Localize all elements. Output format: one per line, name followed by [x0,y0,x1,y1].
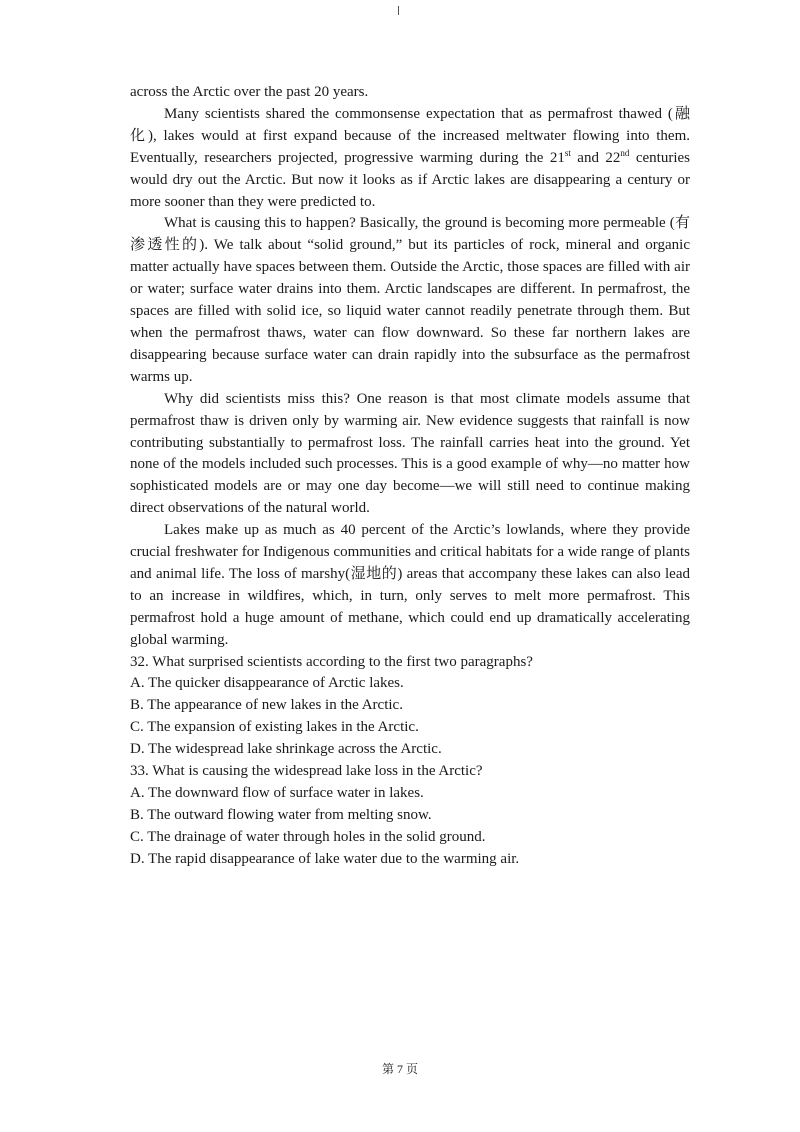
passage-paragraph-3: Why did scientists miss this? One reason is that most climate models assume that permafrost thaw is driven only by warming air. New evidence suggests that rainfall is now contributing substantially to permafrost loss. The rainfall carries heat into the ground. Yet none of the models included such processes. This is a good example of why—no matter how sophisticated models are or may one day become—we will still need to continue making direct observations of the natural world. [130,390,690,517]
ordinal-suffix-st: st [564,147,571,158]
question-32-option-b: B. The appearance of new lakes in the Arctic. [130,697,403,714]
passage-paragraph-1 [130,104,690,214]
question-32-stem: 32. What surprised scientists according to the first two paragraphs? [130,653,533,670]
question-32-option-c: C. The expansion of existing lakes in the Arctic. [130,719,419,736]
page-number: 第 7 页 [381,1062,418,1076]
paragraph-1-text-c: centuries would dry out the Arctic. But now it looks as if Arctic lakes are disappearing a century or more sooner than they were predicted to. [130,149,691,210]
paragraph-1-text-a: Many scientists shared the commonsense expectation that as permafrost thawed (融化), lakes would at first expand because of the increased meltwater flowing into them. Eventually, researchers projected, progressive warming during the 21 [130,105,690,166]
paragraph-1-text-b: and 22 [570,149,621,166]
question-32-option-a: A. The quicker disappearance of Arctic lakes. [130,675,404,692]
question-32-option-d: D. The widespread lake shrinkage across the Arctic. [130,741,442,758]
question-33-option-d: D. The rapid disappearance of lake water due to the warming air. [130,850,520,867]
question-33 [130,761,690,871]
question-32 [130,652,690,762]
passage-paragraph-2: What is causing this to happen? Basically, the ground is becoming more permeable (有渗透性的). We talk about “solid ground,” but its particles of rock, mineral and organic matter actually have spaces between them. Outside the Arctic, those spaces are filled with air or water; surface water drains into them. Arctic landscapes are different. In permafrost, the spaces are filled with solid ice, so liquid water cannot readily penetrate through them. But when the permafrost thaws, water can flow downward. So these far northern lakes are disappearing because surface water can drain rapidly into the subsurface as the permafrost warms up. [130,215,690,385]
question-33-stem: 33. What is causing the widespread lake loss in the Arctic? [130,763,483,780]
question-33-option-c: C. The drainage of water through holes in the solid ground. [130,828,486,845]
question-33-option-b: B. The outward flowing water from melting snow. [130,806,432,823]
document-body [130,82,690,871]
question-33-option-a: A. The downward flow of surface water in lakes. [130,785,424,801]
top-page-mark [398,6,399,15]
passage-fragment: across the Arctic over the past 20 years. [130,84,369,100]
passage-paragraph-4: Lakes make up as much as 40 percent of the Arctic’s lowlands, where they provide crucial freshwater for Indigenous communities and critical habitats for a wide range of plants and animal life. The loss of marshy(湿地的) areas that accompany these lakes can also lead to an increase in wildfires, which, in turn, only serves to melt more permafrost. This permafrost hold a huge amount of methane, which could end up dramatically accelerating global warming. [130,522,690,648]
ordinal-suffix-nd: nd [620,147,630,158]
